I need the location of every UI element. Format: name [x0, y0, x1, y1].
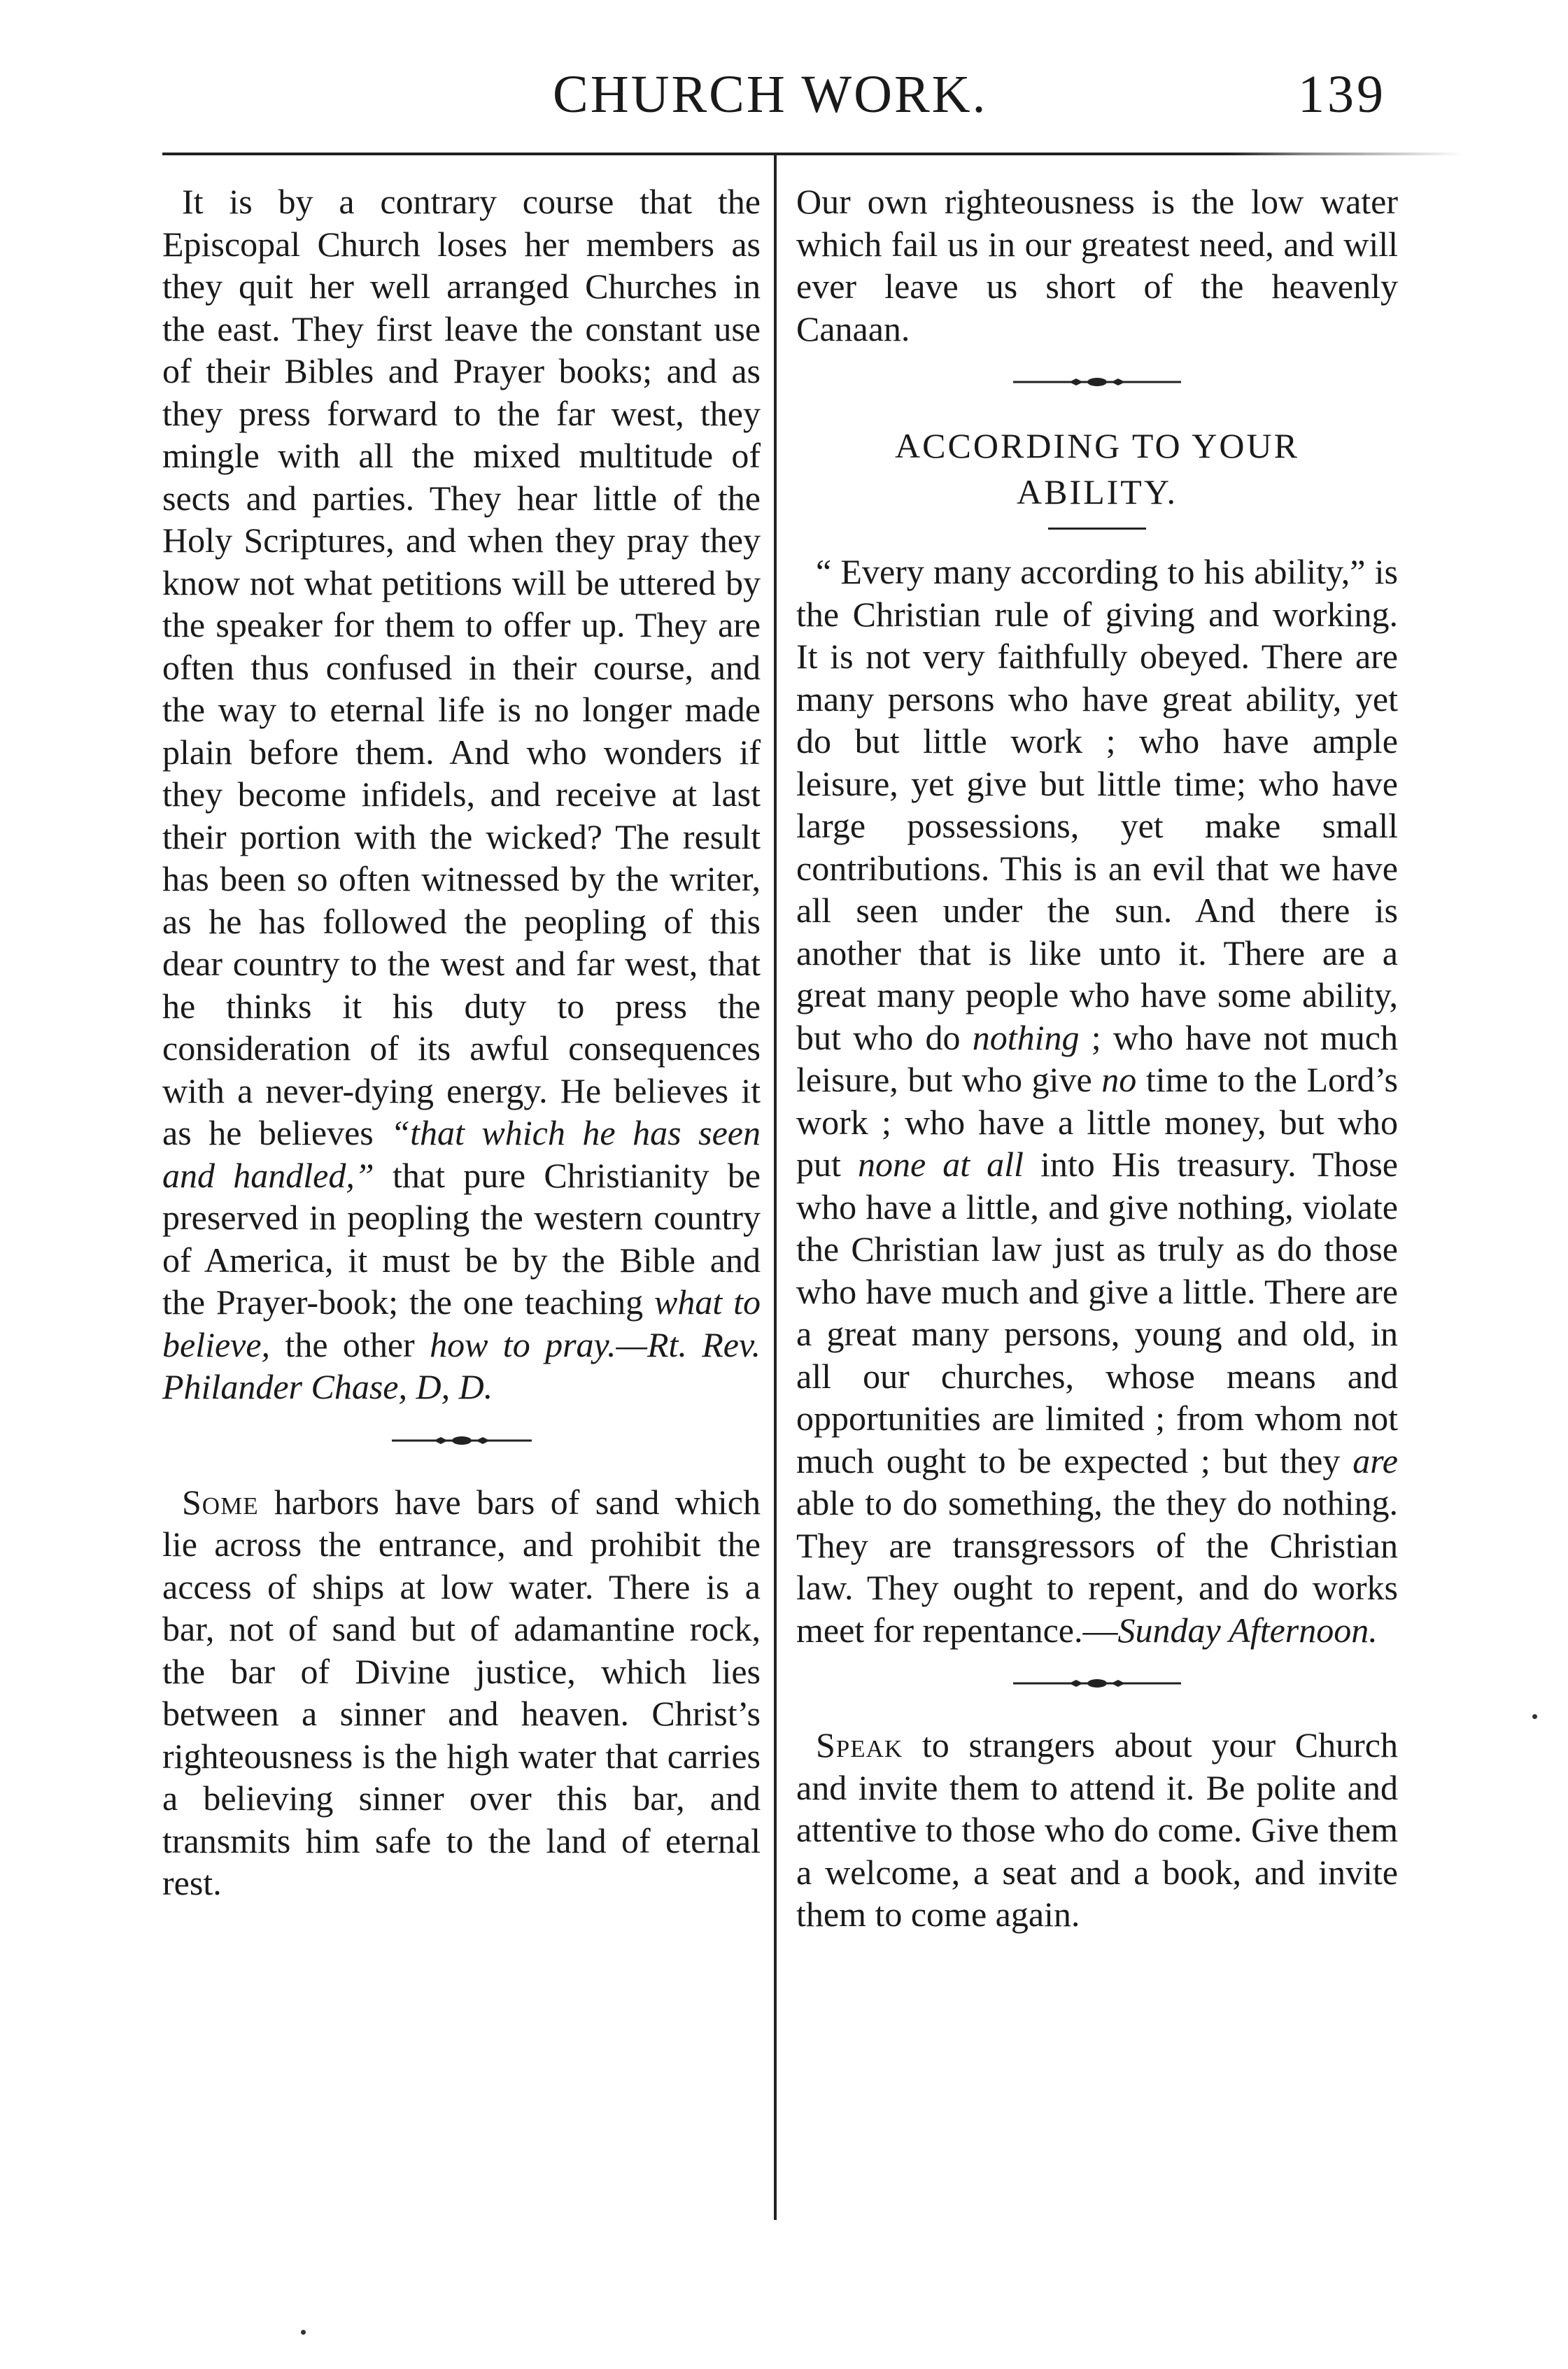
section-ornament-divider — [796, 361, 1398, 403]
article-text: to strangers about your Church and invite them to attend it. Be polite and attentive to those who do come. Give them a welcome, a seat and a book, and invite them to come again. — [796, 1725, 1398, 1934]
article-attribution: how to pray.—Rt. Rev. Philander Chase, D, D. — [162, 1324, 761, 1406]
column-divider-rule — [774, 153, 777, 2220]
article-title-line: ABILITY. — [1016, 472, 1178, 511]
article-title — [796, 423, 1398, 515]
article-quote: “that which he has seen and handled,” — [162, 1113, 761, 1195]
print-speck — [301, 2330, 306, 2335]
article-source: Sunday Afternoon. — [1117, 1610, 1378, 1650]
article-text: the other — [270, 1324, 430, 1364]
article-title-line: ACCORDING TO YOUR — [895, 426, 1299, 465]
article-emphasis: nothing — [972, 1017, 1080, 1057]
title-rule — [1048, 528, 1146, 530]
article-emphasis: no — [1101, 1060, 1137, 1099]
lead-word: Speak — [816, 1725, 903, 1765]
print-speck — [1532, 1714, 1537, 1719]
article-emphasis: what to believe, — [162, 1282, 761, 1364]
article-according-to-ability — [796, 551, 1398, 1651]
article-emphasis: none at all — [857, 1145, 1024, 1184]
article-text: that pure Christianity be preserved in peopling the western country of America, it must be by the Bible and the Prayer-book; the one teaching — [162, 1155, 761, 1322]
page-number: 139 — [1298, 65, 1386, 124]
article-continuation: Our own righteousness is the low water which fail us in our greatest need, and will ever leave us short of the heavenly Canaan. — [796, 182, 1398, 348]
section-ornament-divider — [796, 1662, 1398, 1704]
article-text: into His treasury. Those who have a little, and give nothing, violate the Christian law just as truly as do those who have much and give a little. There are a great many persons, young and old, in all our churches, whose means and opportunities are limited ; from whom not much ought to be expected ; but they — [796, 1145, 1398, 1480]
article-emphasis: are — [1352, 1441, 1398, 1480]
article-speak-to-strangers — [796, 1724, 1398, 1936]
article-text: able to do something, the they do nothing. They are transgressors of the Christian law. They ought to repent, and do works meet for repentance.— — [796, 1483, 1398, 1650]
article-episcopal-church — [162, 181, 761, 1408]
article-text: ; who have not much leisure, but who give — [796, 1017, 1398, 1099]
left-column — [162, 181, 761, 1904]
page-header — [0, 64, 1568, 141]
article-text: harbors have bars of sand which lie across the entrance, and prohibit the access of ships at low water. There is a bar, not of sand but of adamantine rock, the bar of Divine justice, which lies between a sinner and heaven. Christ’s righteousness is the high water that carries a believing sinner over this bar, and transmits him safe to the land of eternal rest. — [162, 1482, 761, 1902]
lead-word: Some — [182, 1482, 259, 1522]
article-harbors — [162, 1481, 761, 1904]
article-text: time to the Lord’s work ; who have a little money, but who put — [796, 1060, 1398, 1184]
running-head-title: CHURCH WORK. — [553, 65, 988, 124]
article-text: “ Every many according to his ability,” is the Christian rule of giving and working. It is not very faithfully obeyed. There are many persons who have great ability, yet do but little work ; who have ample leisure, yet give but little time; who have large possessions, yet make small contributions. This is an evil that we have all seen under the sun. And there is another that is like unto it. There are a great many people who have some ability, but who do — [796, 552, 1398, 1057]
right-column — [796, 181, 1398, 1936]
section-ornament-divider — [162, 1420, 761, 1462]
article-text: It is by a contrary course that the Episcopal Church loses her members as they quit her well arranged Churches in the east. They first leave the constant use of their Bibles and Prayer books; and as they press forward to the far west, they mingle with all the mixed multitude of sects and parties. They hear little of the Holy Scriptures, and when they pray they know not what petitions will be uttered by the speaker for them to offer up. They are often thus confused in their course, and the way to eternal life is no longer made plain before them. And who wonders if they become infidels, and receive at last their portion with the wicked? The result has been so often witnessed by the writer, as he has followed the peopling of this dear country to the west and far west, that he thinks it his duty to press the consideration of its awful consequences with a never-dying energy. He believes it as he believes — [162, 182, 761, 1152]
header-rule — [162, 153, 1464, 155]
